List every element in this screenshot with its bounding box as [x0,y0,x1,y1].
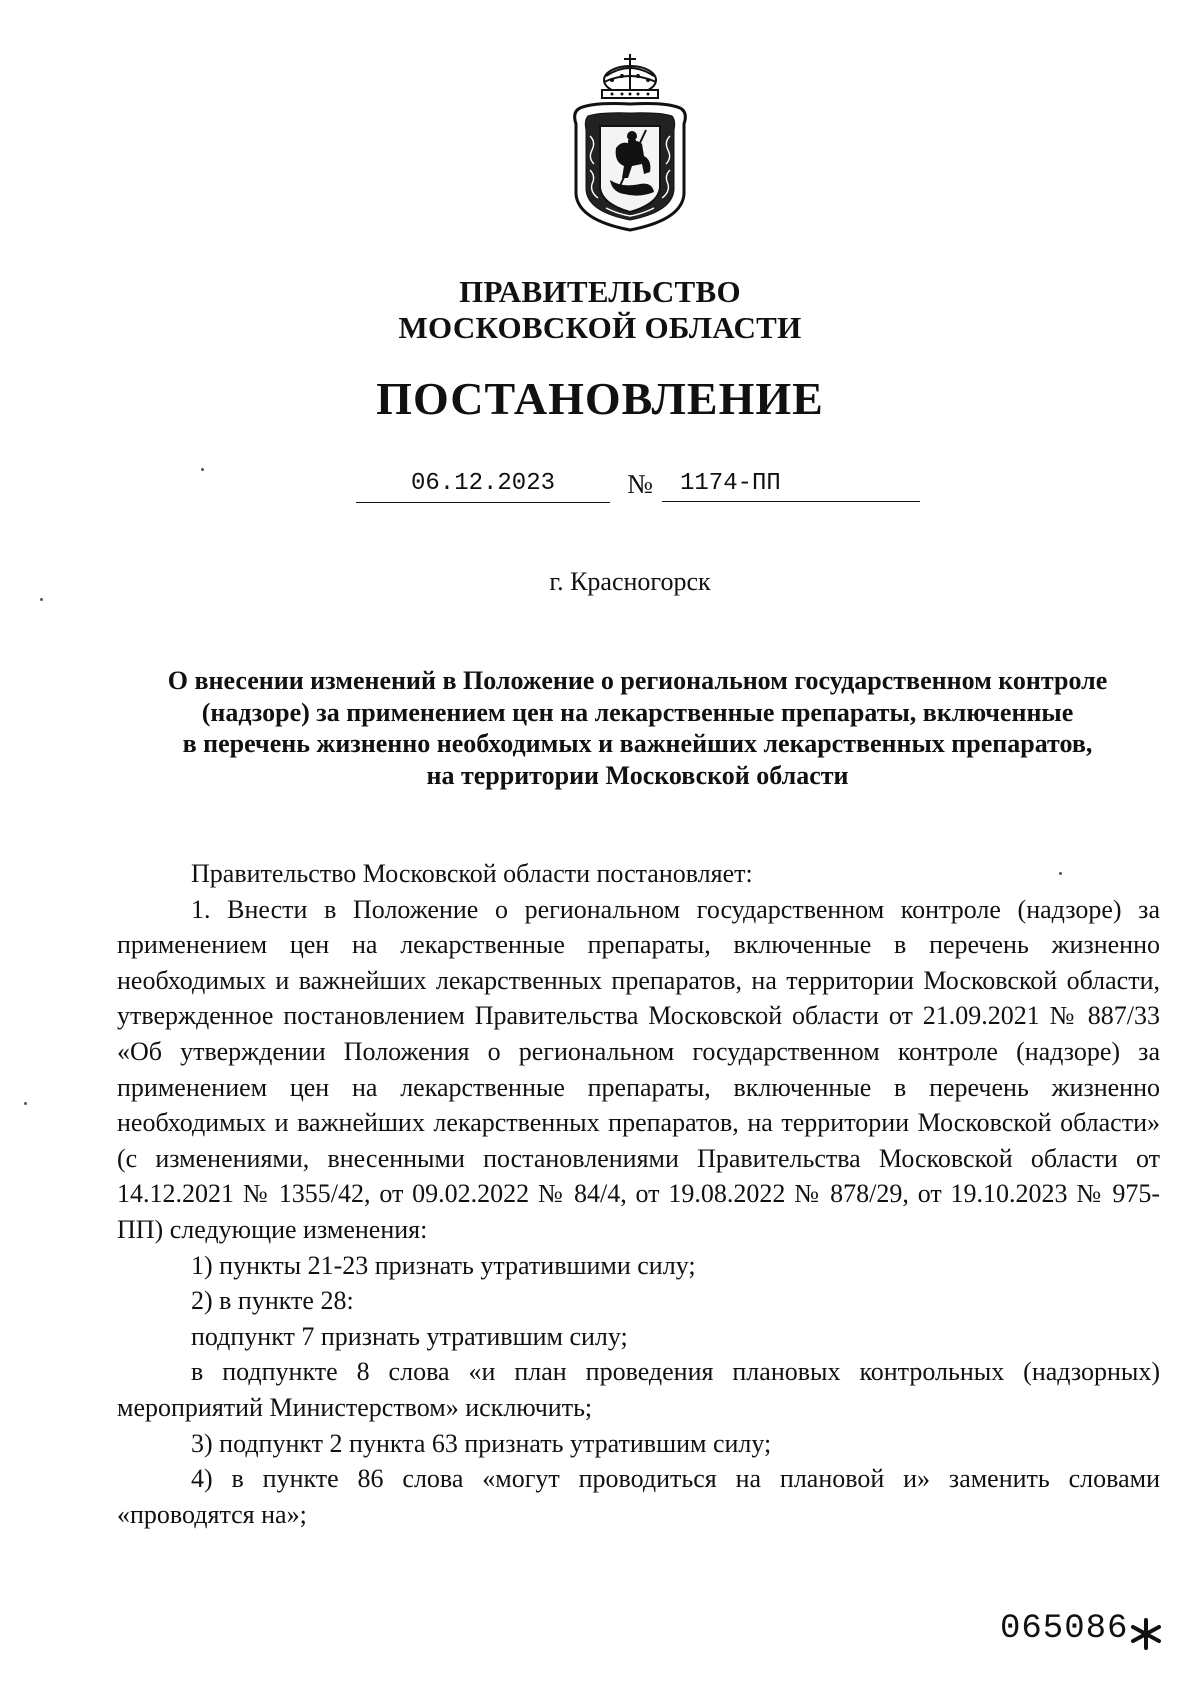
amendment-item-1: 1) пункты 21-23 признать утратившими силу; [191,1250,696,1280]
asterisk-star-icon [1128,1616,1164,1652]
amendment-item-2b: в подпункте 8 слова «и план проведения плановых контрольных (надзорных) мероприятий Министерством» исключить; [117,1357,1160,1422]
serial-number: 065086 [1000,1610,1129,1648]
document-type: ПОСТАНОВЛЕНИЕ [376,373,824,424]
amendment-item-2a: подпункт 7 признать утратившим силу; [191,1321,628,1351]
org-name-line2: МОСКОВСКОЙ ОБЛАСТИ [398,310,802,345]
document-subject [115,665,1160,791]
body-paragraph-1: 1. Внести в Положение о региональном государственном контроле (надзоре) за применением цен на лекарственные препараты, включенные в перечень жизненно необходимых и важнейших лекарственных препаратов, на территории Московской области, утвержденное постановлением Правительства Московской области от 21.09.2021 № 887/33 «Об утверждении Положения о региональном государственном контроле (надзоре) за применением цен на лекарственные препараты, включенные в перечень жизненно необходимых и важнейших лекарственных препаратов, на территории Московской области» (с изменениями, внесенными постановлениями Правительства Московской области от 14.12.2021 № 1355/42, от 09.02.2022 № 84/4, от 19.08.2022 № 878/29, от 19.10.2023 № 975-ПП) следующие изменения: [117,894,1160,1244]
document-body [117,856,1160,1532]
body-intro: Правительство Московской области постановляет: [191,859,753,888]
org-name-line1: ПРАВИТЕЛЬСТВО [459,274,741,309]
coat-of-arms-icon [566,52,694,234]
subject-line: на территории Московской области [426,760,849,790]
subject-line: О внесении изменений в Положение о региональном государственном контроле [167,666,1108,695]
scan-speck [1059,872,1062,875]
document-number: 1174-ПП [662,466,920,502]
scan-speck [40,598,43,601]
scan-speck [201,468,204,471]
subject-line: в перечень жизненно необходимых и важнейших лекарственных препаратов, [182,729,1093,758]
subject-line: (надзоре) за применением цен на лекарственные препараты, включенные [201,697,1074,727]
amendment-item-4: 4) в пункте 86 слова «могут проводиться на плановой и» заменить словами «проводятся на»; [117,1464,1160,1529]
amendment-item-2: 2) в пункте 28: [191,1286,354,1316]
city: г. Красногорск [549,567,711,596]
amendment-item-3: 3) подпункт 2 пункта 63 признать утратившим силу; [191,1428,772,1458]
document-date: 06.12.2023 [356,466,610,503]
scan-speck [24,1102,27,1105]
number-sign: № [627,469,653,499]
